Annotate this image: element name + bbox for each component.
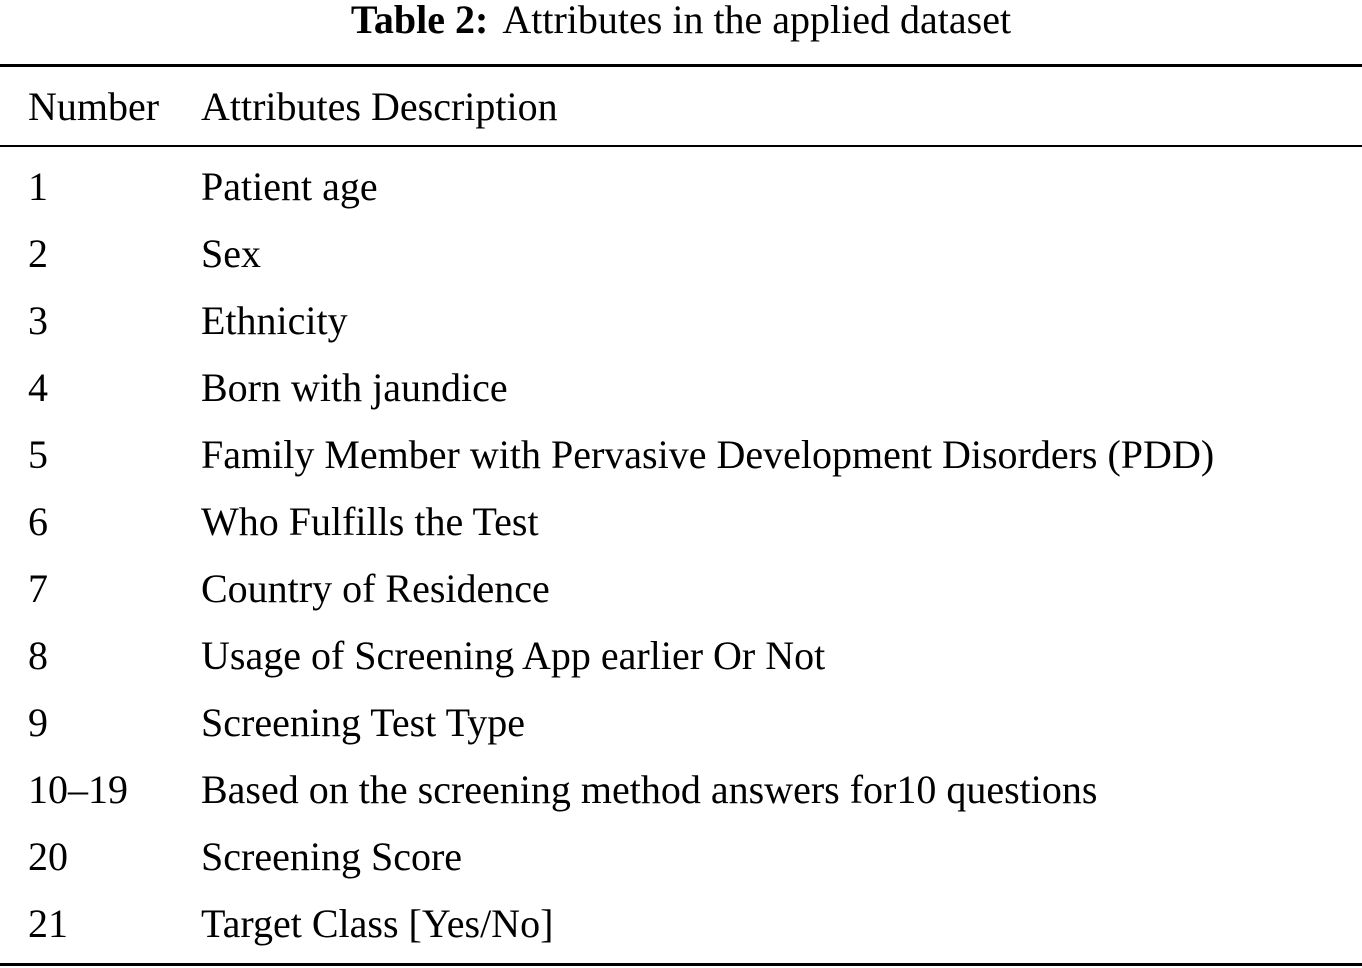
- row-number: 6: [28, 499, 48, 544]
- table-header-row: [0, 85, 1362, 129]
- row-description: Country of Residence: [201, 566, 550, 611]
- row-number: 9: [28, 700, 48, 745]
- table-row: [0, 835, 1362, 879]
- table-row: [0, 634, 1362, 678]
- row-number: 10–19: [28, 767, 128, 812]
- row-description: Who Fulfills the Test: [201, 499, 539, 544]
- table-row: [0, 165, 1362, 209]
- header-description: Attributes Description: [201, 84, 558, 129]
- row-number: 2: [28, 231, 48, 276]
- row-number: 1: [28, 164, 48, 209]
- row-number: 5: [28, 432, 48, 477]
- row-number: 7: [28, 566, 48, 611]
- row-description: Target Class [Yes/No]: [201, 901, 554, 946]
- table-bottom-rule: [0, 963, 1362, 966]
- row-number: 20: [28, 834, 68, 879]
- row-description: Family Member with Pervasive Development Disorders (PDD): [201, 432, 1215, 477]
- table-row: [0, 366, 1362, 410]
- row-description: Sex: [201, 231, 261, 276]
- table-row: [0, 299, 1362, 343]
- table-row: [0, 768, 1362, 812]
- table-caption: [0, 0, 1362, 40]
- table-row: [0, 433, 1362, 477]
- table-row: [0, 902, 1362, 946]
- table-caption-text: Attributes in the applied dataset: [502, 0, 1012, 42]
- row-description: Patient age: [201, 164, 378, 209]
- table-row: [0, 567, 1362, 611]
- row-description: Born with jaundice: [201, 365, 508, 410]
- row-number: 3: [28, 298, 48, 343]
- table-header-rule: [0, 145, 1362, 147]
- table-row: [0, 500, 1362, 544]
- table-row: [0, 232, 1362, 276]
- table-row: [0, 701, 1362, 745]
- row-description: Screening Score: [201, 834, 463, 879]
- row-number: 8: [28, 633, 48, 678]
- row-description: Usage of Screening App earlier Or Not: [201, 633, 826, 678]
- row-description: Ethnicity: [201, 298, 348, 343]
- row-number: 21: [28, 901, 68, 946]
- header-number: Number: [28, 84, 160, 129]
- row-number: 4: [28, 365, 48, 410]
- row-description: Screening Test Type: [201, 700, 525, 745]
- table-top-rule: [0, 64, 1362, 67]
- row-description: Based on the screening method answers for10 questions: [201, 767, 1098, 812]
- table-caption-label: Table 2:: [350, 0, 489, 42]
